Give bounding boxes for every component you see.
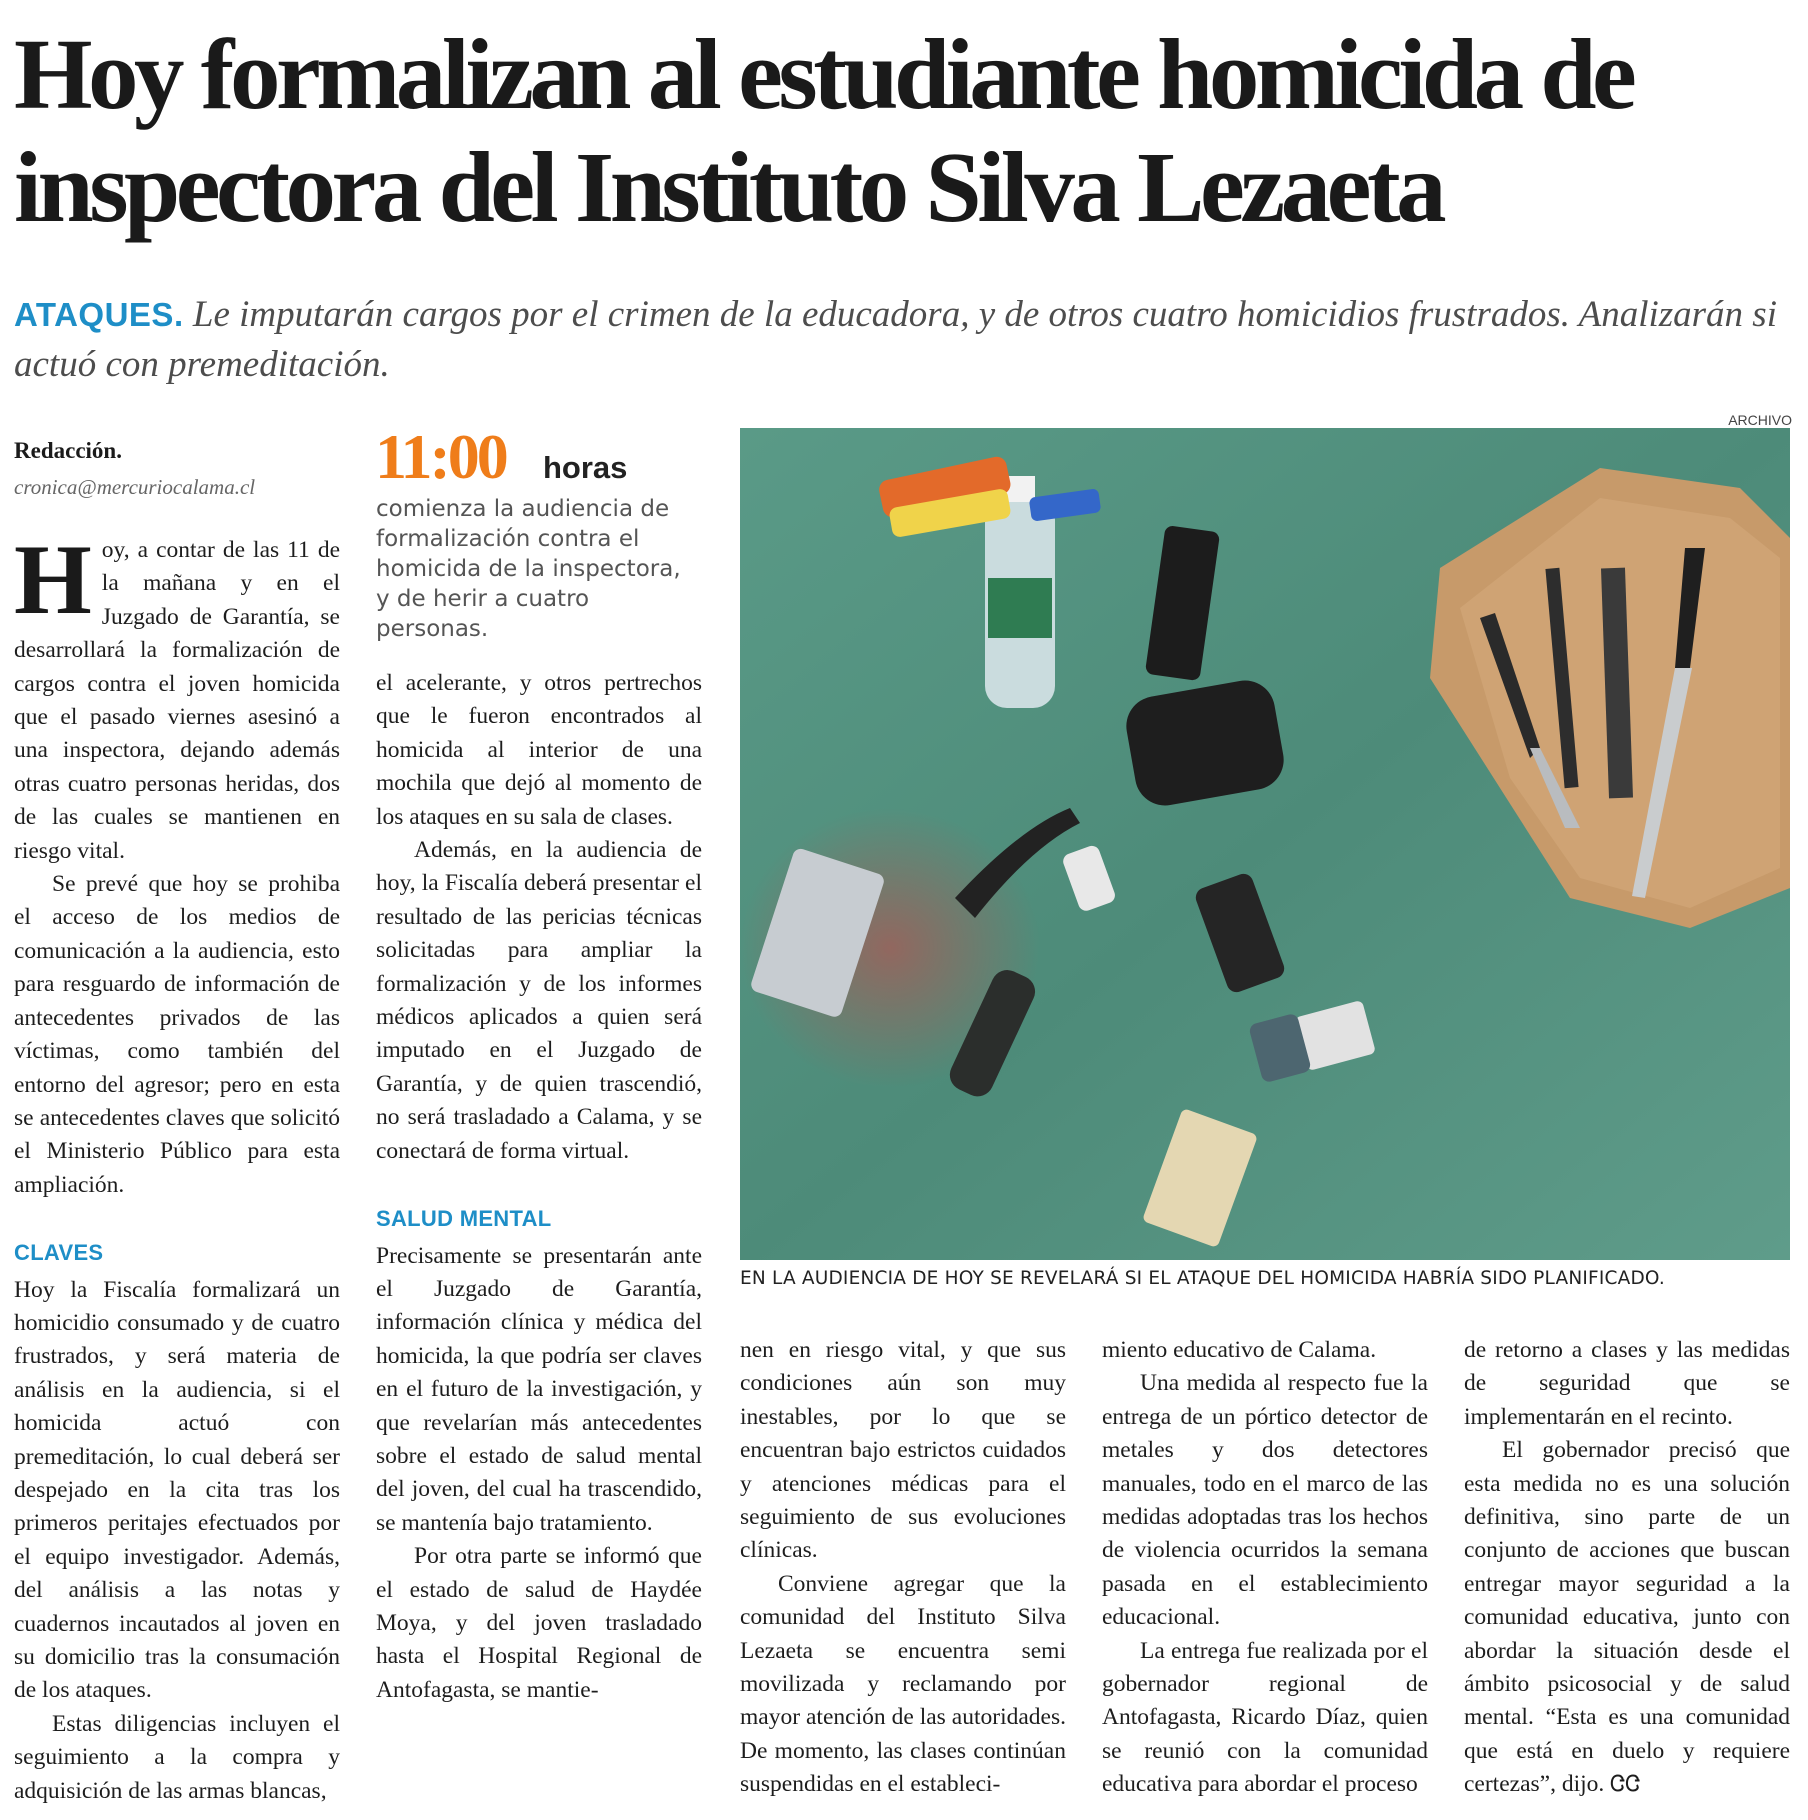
col5-paragraph-1: de retorno a clases y las medidas de seguridad que se implementarán en el recinto. bbox=[1464, 1337, 1790, 1430]
drop-cap: H bbox=[14, 524, 92, 635]
col5-paragraph-2-text: El gobernador precisó que esta medida no es una solución definitiva, sino parte de un conjunto de acciones que buscan entregar mayor seguridad a la comunidad educativa, junto con abordar la situación desde el ámbito psicosocial y de salud mental. “Esta es una comunidad que está en duelo y requiere certezas”, dijo. bbox=[1464, 1437, 1790, 1798]
col1-paragraph-1: oy, a contar de las 11 de la mañana y en el Juzgado de Garantía, se desarrollará la formalización de cargos contra el joven homicida que el pasado viernes asesinó a una inspectora, dejando además otras cuatro personas heridas, dos de las cuales se mantienen en riesgo vital. bbox=[14, 537, 340, 864]
subhead-salud-mental: SALUD MENTAL bbox=[376, 1206, 552, 1232]
col1-paragraph-2: Se prevé que hoy se prohiba el acceso de los medios de comunicación a la audiencia, esto para resguardo de información de antecedentes privados de las víctimas, como también del entorno del agresor; pero en esta se antecedentes claves que solicitó el Ministerio Público para esta ampliación. bbox=[14, 871, 340, 1198]
article-photo bbox=[740, 428, 1790, 1260]
col2-paragraph-3: Precisamente se presentarán ante el Juzgado de Garantía, información clínica y médica del homicida, la que podría ser claves en el futuro de la investigación, y que revelarían más antecedentes sobre el estado de salud mental del joven, del cual ha trascendido, se mantenía bajo tratamiento. bbox=[376, 1242, 702, 1536]
col4-paragraph-1: miento educativo de Calama. bbox=[1102, 1337, 1377, 1363]
col4-paragraph-2: Una medida al respecto fue la entrega de un pórtico detector de metales y dos detectores manuales, todo en el marco de las medidas adoptadas tras los hechos de violencia ocurridos la semana pasada en el establecimiento educacional. bbox=[1102, 1370, 1428, 1631]
col2-paragraph-2: Además, en la audiencia de hoy, la Fiscalía deberá presentar el resultado de las pericias técnicas solicitadas para ampliar la formalización y de los informes médicos aplicados a quien será imputado en el Juzgado de Garantía, y de quien trascendió, no será trasladado a Calama, y se conectará de forma virtual. bbox=[376, 837, 702, 1164]
col5-paragraph-2 bbox=[1464, 1434, 1790, 1801]
column-4 bbox=[1102, 1334, 1428, 1802]
kicker: ATAQUES. bbox=[14, 296, 184, 333]
column-2 bbox=[376, 667, 702, 1707]
subhead-claves: CLAVES bbox=[14, 1240, 104, 1266]
highlight-text: comienza la audiencia de formalización contra el homicida de la inspectora, y de herir a cuatro personas. bbox=[376, 496, 681, 642]
highlight-unit: horas bbox=[543, 450, 628, 485]
col3-paragraph-1: nen en riesgo vital, y que sus condiciones aún son muy inestables, por lo que se encuentran bajo estrictos cuidados y atenciones médicas para el seguimiento de sus evoluciones clínicas. bbox=[740, 1337, 1066, 1564]
end-mark-icon: ᏣᏣ bbox=[1610, 1772, 1641, 1798]
deck-text: Le imputarán cargos por el crimen de la educadora, y de otros cuatro homicidios frustrados. Analizarán si actuó con premeditación. bbox=[14, 294, 1777, 385]
column-1 bbox=[14, 524, 340, 1808]
photo-credit: ARCHIVO bbox=[1728, 412, 1792, 428]
col2-paragraph-4: Por otra parte se informó que el estado de salud de Haydée Moya, y del joven trasladado hasta el Hospital Regional de Antofagasta, se mantie- bbox=[376, 1543, 702, 1703]
photo-caption: EN LA AUDIENCIA DE HOY SE REVELARÁ SI EL ATAQUE DEL HOMICIDA HABRÍA SIDO PLANIFICADO. bbox=[740, 1268, 1666, 1289]
col1-paragraph-3: Hoy la Fiscalía formalizará un homicidio consumado y de cuatro frustrados, y será materia de análisis en la audiencia, si el homicida actuó con premeditación, lo cual deberá ser despejado en la cita tras los primeros peritajes efectuados por el equipo investigador. Además, del análisis a las notas y cuadernos incautados al joven en su domicilio tras la consumación de los ataques. bbox=[14, 1276, 340, 1704]
column-3 bbox=[740, 1334, 1066, 1802]
headline: Hoy formalizan al estudiante homicida de inspectora del Instituto Silva Lezaeta bbox=[14, 18, 1633, 243]
col1-paragraph-4: Estas diligencias incluyen el seguimiento a la compra y adquisición de las armas blancas, bbox=[14, 1710, 340, 1804]
col2-paragraph-1: el acelerante, y otros pertrechos que le fueron encontrados al homicida al interior de una mochila que dejó al momento de los ataques en su sala de clases. bbox=[376, 670, 702, 830]
deck bbox=[14, 290, 1804, 390]
byline-name: Redacción. bbox=[14, 438, 122, 463]
byline-email: cronica@mercuriocalama.cl bbox=[14, 475, 256, 499]
col4-paragraph-3: La entrega fue realizada por el gobernador regional de Antofagasta, Ricardo Díaz, quien se reunió con la comunidad educativa para abordar el proceso bbox=[1102, 1637, 1428, 1798]
column-5 bbox=[1464, 1334, 1790, 1802]
highlight-number: 11:00 bbox=[375, 421, 506, 492]
col3-paragraph-2: Conviene agregar que la comunidad del Instituto Silva Lezaeta se encuentra semi movilizada y reclamando por mayor atención de las autoridades. De momento, las clases continúan suspendidas en el estableci- bbox=[740, 1570, 1066, 1798]
